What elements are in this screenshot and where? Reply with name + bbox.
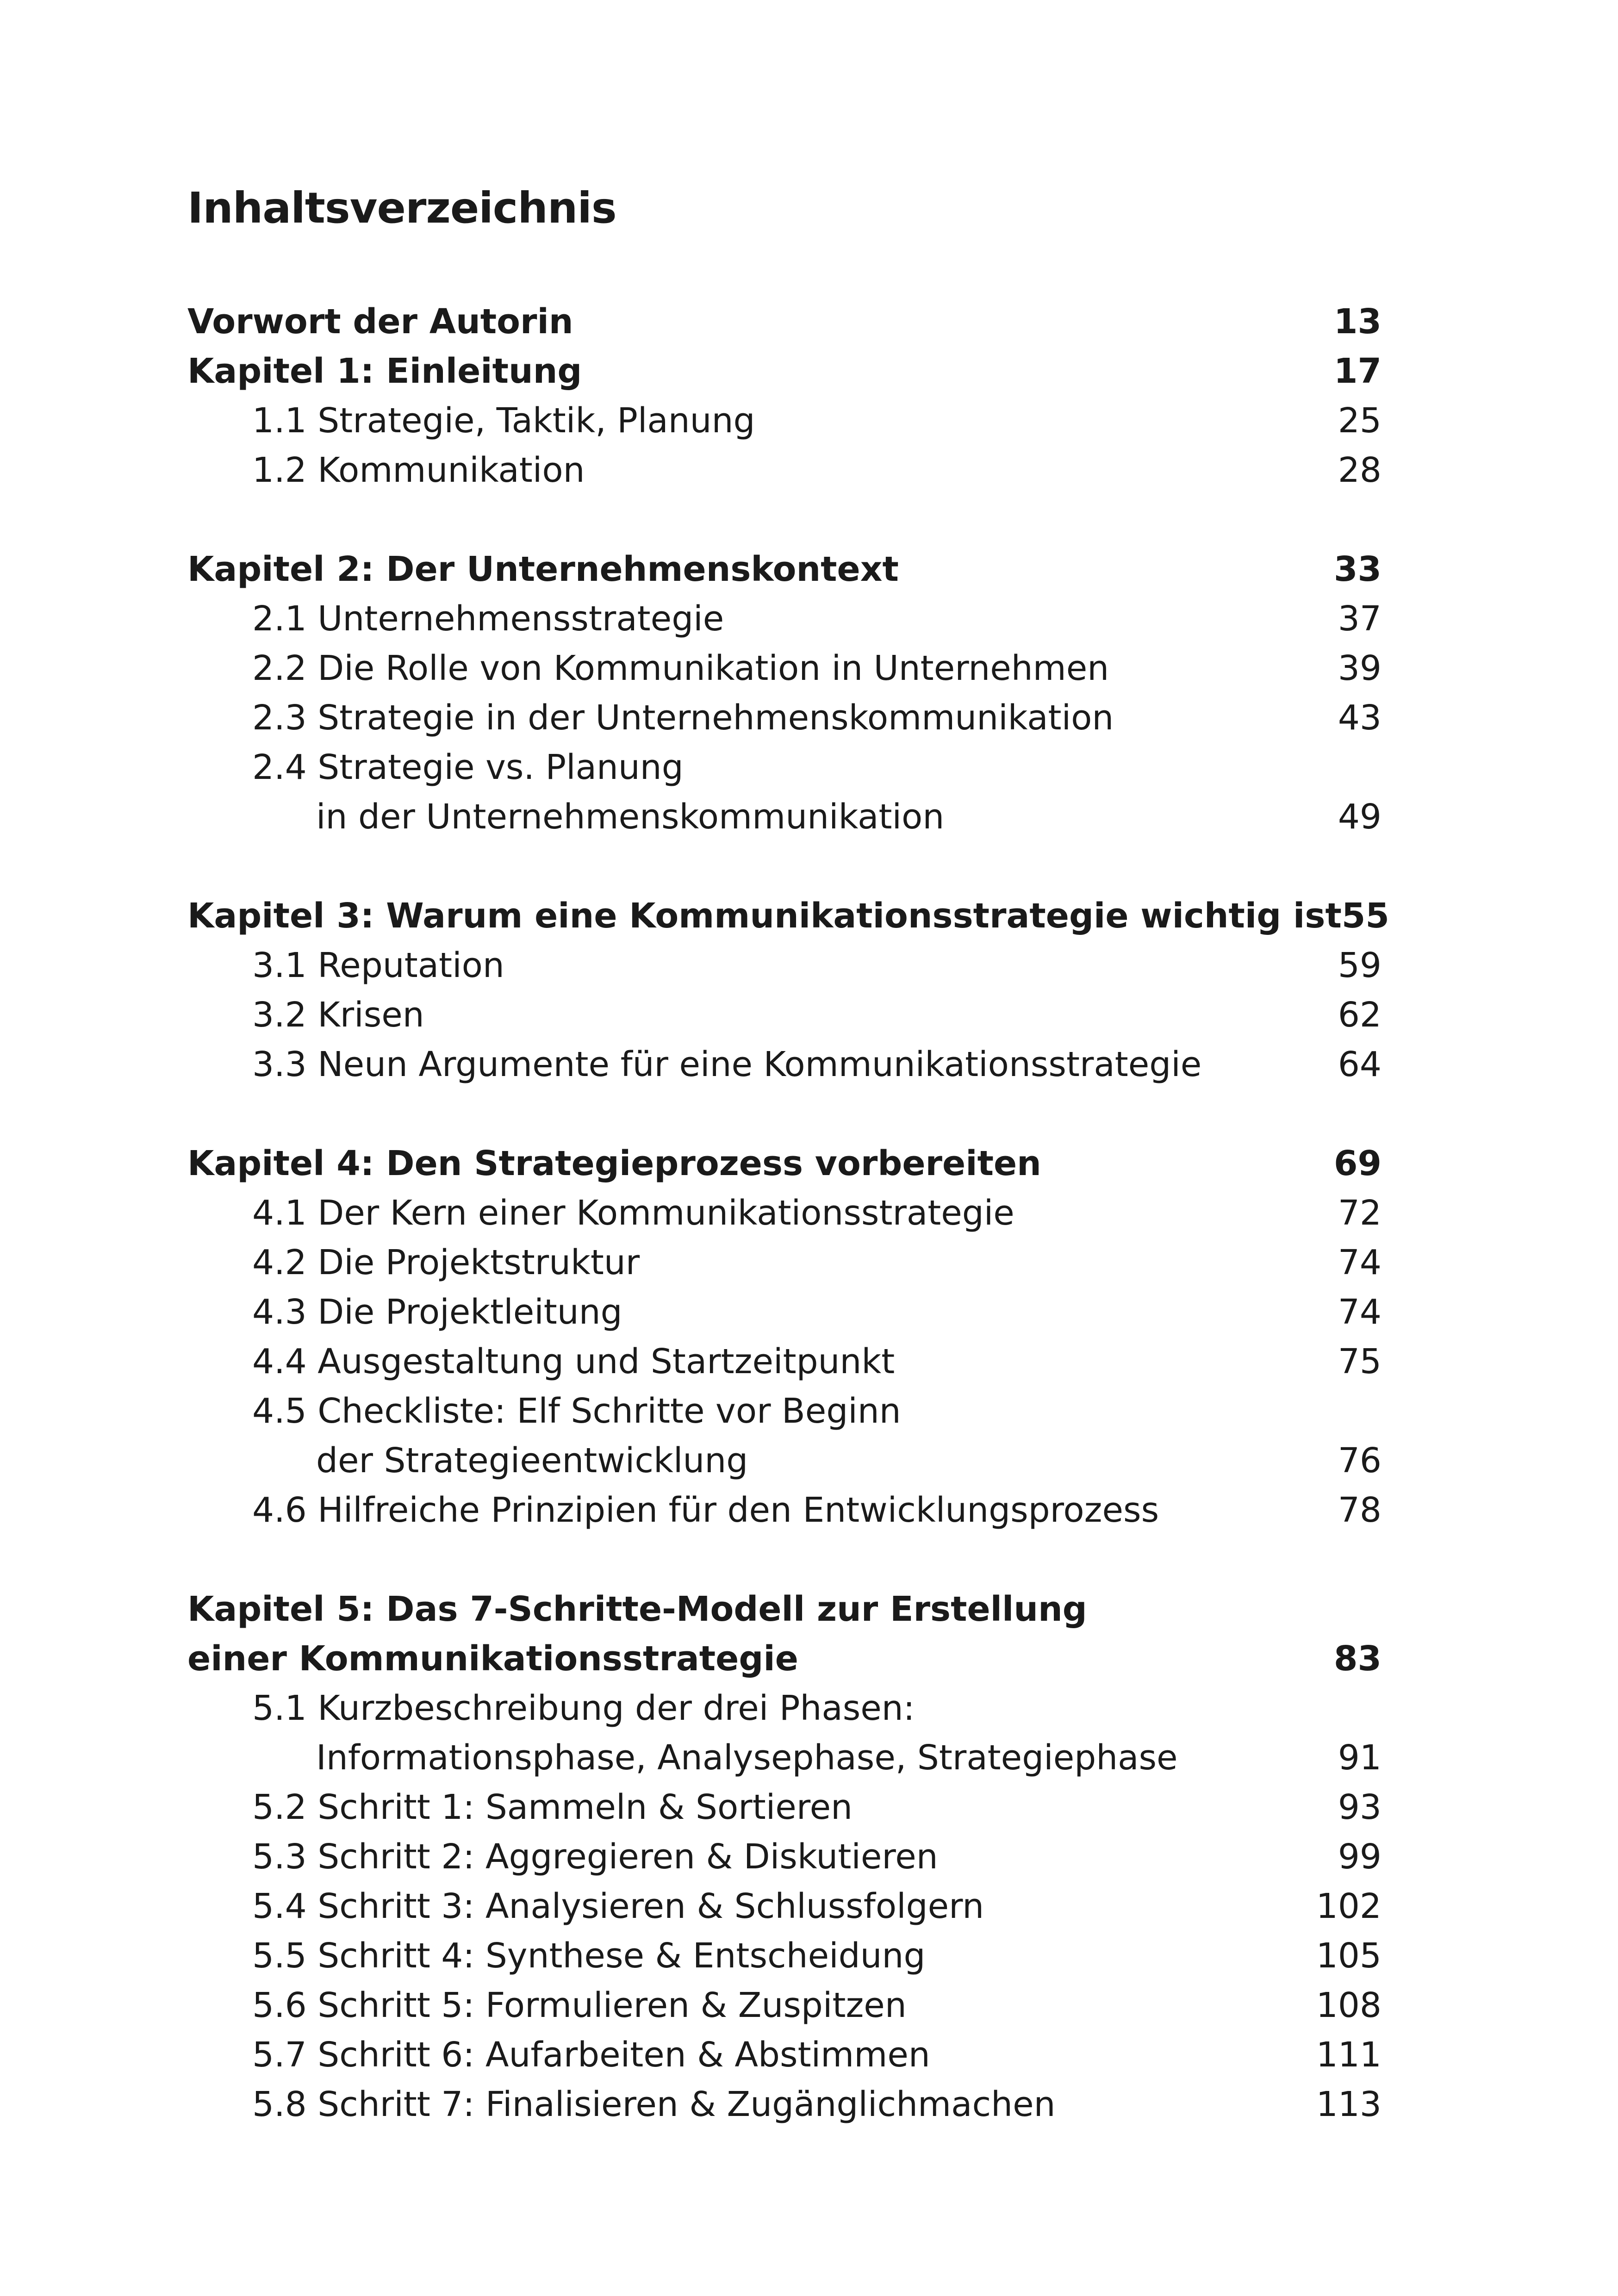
toc-entry-continuation [187,792,1382,842]
toc-chapter-entry [187,297,1382,347]
toc-page-number: 111 [1316,2035,1382,2075]
toc-section-entry [187,594,1382,644]
toc-entry-label: 4.5 Checkliste: Elf Schritte vor Beginn [252,1391,901,1431]
toc-page-number: 74 [1338,1243,1382,1282]
toc-entry-label: Kapitel 4: Den Strategieprozess vorbereiten [187,1144,1041,1183]
toc-page-number: 37 [1338,599,1382,639]
toc-page-number: 13 [1334,302,1382,342]
toc-page-number: 76 [1338,1441,1382,1481]
toc-chapter-entry [187,891,1389,941]
toc-page-number: 113 [1316,2084,1382,2124]
toc-page-number: 102 [1316,1886,1382,1926]
toc-section-entry [187,743,1382,792]
toc-entry-label: 4.4 Ausgestaltung und Startzeitpunkt [252,1342,895,1381]
toc-page-number: 69 [1334,1144,1382,1183]
toc-section-entry [187,1238,1382,1288]
toc-entry-label: Kapitel 2: Der Unternehmenskontext [187,549,899,589]
toc-chapter-entry [187,1139,1382,1188]
toc-entry-label: Kapitel 3: Warum eine Kommunikationsstrategie wichtig ist [187,896,1342,936]
toc-page-number: 33 [1334,549,1382,589]
toc-page-number: 55 [1341,896,1389,936]
toc-page-number: 78 [1338,1490,1382,1530]
toc-entry-label: der Strategieentwicklung [316,1441,748,1481]
toc-entry-label: 4.6 Hilfreiche Prinzipien für den Entwicklungsprozess [252,1490,1159,1530]
toc-entry-label: 4.1 Der Kern einer Kommunikationsstrategie [252,1193,1014,1233]
toc-section-entry [187,1337,1382,1387]
toc-section-entry [187,2080,1382,2129]
toc-entry-continuation [187,1733,1382,1783]
toc-section-entry [187,1188,1382,1238]
toc-chapter-entry [187,545,1382,594]
toc-chapter-entry [187,347,1382,396]
toc-section-entry [187,446,1382,495]
toc-entry-label: 3.2 Krisen [252,995,424,1035]
toc-section-entry [187,1040,1382,1089]
toc-page-number: 49 [1338,797,1382,837]
toc-section-entry [187,644,1382,693]
toc-entry-label: 4.3 Die Projektleitung [252,1292,622,1332]
toc-section-entry [187,1832,1382,1882]
toc-section-entry [187,1288,1382,1337]
toc-entry-label: 5.5 Schritt 4: Synthese & Entscheidung [252,1936,926,1976]
toc-section-entry [187,1684,1382,1733]
toc-entry-label: Kapitel 1: Einleitung [187,351,582,391]
toc-entry-label: 5.1 Kurzbeschreibung der drei Phasen: [252,1688,915,1728]
group-spacer [187,842,1382,891]
toc-entry-label: 3.1 Reputation [252,946,504,985]
toc-section-entry [187,1486,1382,1535]
toc-entry-label: 5.6 Schritt 5: Formulieren & Zuspitzen [252,1985,907,2025]
toc-page-number: 64 [1338,1045,1382,1084]
toc-page-number: 105 [1316,1936,1382,1976]
toc-section-entry [187,1882,1382,1931]
toc-page-number: 75 [1338,1342,1382,1381]
toc-list [187,297,1389,2129]
toc-page [187,176,1389,2129]
toc-entry-label: 2.2 Die Rolle von Kommunikation in Unternehmen [252,648,1109,688]
toc-entry-label: 5.4 Schritt 3: Analysieren & Schlussfolgern [252,1886,984,1926]
group-spacer [187,1089,1382,1139]
toc-page-number: 43 [1338,698,1382,738]
toc-entry-label: 5.3 Schritt 2: Aggregieren & Diskutieren [252,1837,938,1877]
toc-entry-label: 5.2 Schritt 1: Sammeln & Sortieren [252,1787,853,1827]
toc-entry-label: in der Unternehmenskommunikation [316,797,945,837]
toc-entry-label: einer Kommunikationsstrategie [187,1639,798,1679]
toc-page-number: 28 [1338,450,1382,490]
toc-section-entry [187,2030,1382,2080]
group-spacer [187,1535,1382,1585]
toc-section-entry [187,1783,1382,1832]
toc-entry-label: 2.4 Strategie vs. Planung [252,747,684,787]
toc-page-number: 83 [1334,1639,1382,1679]
toc-page-number: 93 [1338,1787,1382,1827]
page-title: Inhaltsverzeichnis [187,183,616,233]
toc-chapter-entry [187,1634,1382,1684]
toc-section-entry [187,1931,1382,1981]
toc-entry-label: Kapitel 5: Das 7-Schritte-Modell zur Erstellung [187,1589,1087,1629]
toc-entry-label: 5.8 Schritt 7: Finalisieren & Zugänglichmachen [252,2084,1056,2124]
toc-page-number: 72 [1338,1193,1382,1233]
toc-page-number: 91 [1338,1738,1382,1778]
toc-entry-label: Informationsphase, Analysephase, Strategiephase [316,1738,1178,1778]
toc-page-number: 108 [1316,1985,1382,2025]
toc-page-number: 62 [1338,995,1382,1035]
toc-page-number: 39 [1338,648,1382,688]
toc-section-entry [187,990,1382,1040]
toc-entry-continuation [187,1436,1382,1486]
toc-page-number: 17 [1334,351,1382,391]
toc-page-number: 59 [1338,946,1382,985]
group-spacer [187,495,1382,545]
toc-entry-label: 1.2 Kommunikation [252,450,585,490]
toc-section-entry [187,1387,1382,1436]
toc-entry-label: 5.7 Schritt 6: Aufarbeiten & Abstimmen [252,2035,930,2075]
toc-entry-label: 2.1 Unternehmensstrategie [252,599,724,639]
toc-entry-label: 4.2 Die Projektstruktur [252,1243,640,1282]
toc-page-number: 25 [1338,401,1382,441]
toc-entry-label: Vorwort der Autorin [187,302,573,342]
toc-entry-label: 2.3 Strategie in der Unternehmenskommunikation [252,698,1114,738]
toc-section-entry [187,693,1382,743]
toc-section-entry [187,396,1382,446]
toc-section-entry [187,941,1382,990]
toc-page-number: 74 [1338,1292,1382,1332]
toc-entry-label: 1.1 Strategie, Taktik, Planung [252,401,755,441]
toc-entry-label: 3.3 Neun Argumente für eine Kommunikationsstrategie [252,1045,1202,1084]
toc-page-number: 99 [1338,1837,1382,1877]
toc-chapter-entry [187,1585,1382,1634]
toc-section-entry [187,1981,1382,2030]
